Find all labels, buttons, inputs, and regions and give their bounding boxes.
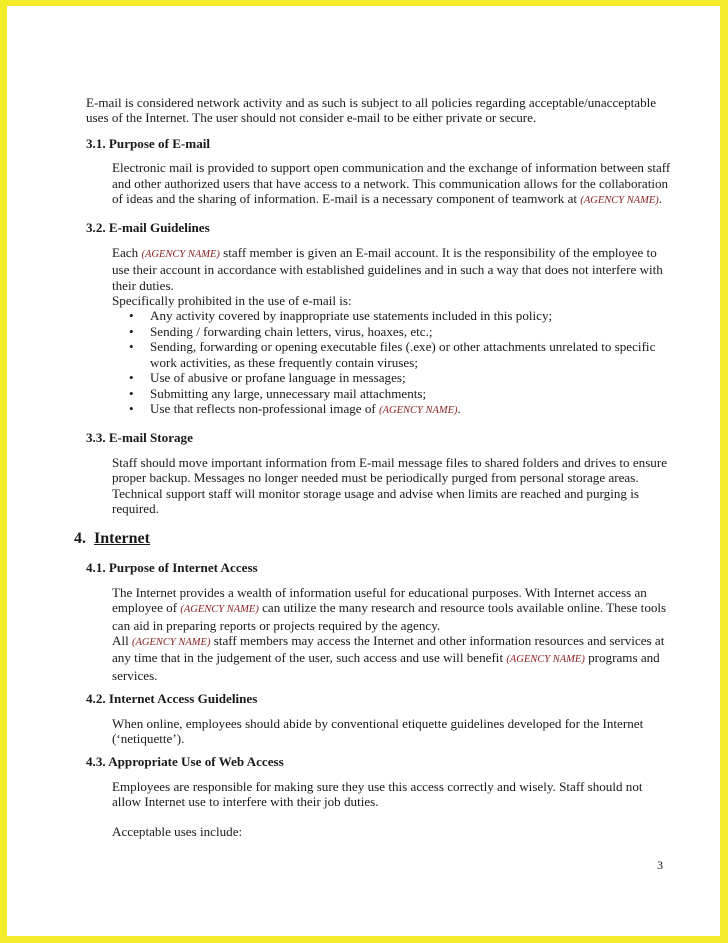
section-4-1-paragraph-1 bbox=[112, 585, 671, 633]
section-4-1-p1-start: The Internet provides a wealth of information useful for educational purposes. With Internet access an employee of bbox=[112, 584, 647, 616]
section-3-1-text: Electronic mail is provided to support open communication and the exchange of information between staff and other authorized users that have access to a network. This communication allows for the collaboration of ideas and the sharing of information. E-mail is a necessary component of teamwork at bbox=[112, 160, 671, 207]
section-4-2-body bbox=[112, 716, 671, 747]
section-4-1-p2-mid: staff members may access the Internet and other information resources and services at any time that in the judgement of the user, such access and use will benefit bbox=[112, 632, 665, 666]
section-3-3-body bbox=[112, 455, 671, 517]
section-4-3-paragraph-1: Employees are responsible for making sure they use this access correctly and wisely. Staff should not allow Internet use to interfere with their job duties. bbox=[112, 778, 643, 810]
section-3-3-heading: 3.3. E-mail Storage bbox=[86, 430, 193, 446]
section-3-1-heading: 3.1. Purpose of E-mail bbox=[86, 135, 211, 151]
agency-placeholder: (AGENCY NAME) bbox=[180, 604, 259, 616]
section-3-2-paragraph-2: Specifically prohibited in the use of e-mail is: bbox=[112, 293, 352, 309]
section-4-3-body bbox=[112, 779, 671, 839]
document-page bbox=[7, 6, 720, 936]
section-3-2-heading: 3.2. E-mail Guidelines bbox=[86, 220, 210, 236]
agency-placeholder: (AGENCY NAME) bbox=[580, 195, 659, 207]
page-number: 3 bbox=[657, 858, 663, 872]
last-bullet-end: . bbox=[457, 400, 461, 416]
section-4-2-heading: 4.2. Internet Access Guidelines bbox=[86, 691, 258, 707]
section-4-1-p2-start: All bbox=[112, 632, 133, 648]
section-4-1-p2-end: programs and services. bbox=[112, 650, 660, 683]
section-3-2-paragraph-1 bbox=[112, 245, 671, 293]
section-3-1-end: . bbox=[658, 191, 663, 207]
section-3-1-body bbox=[112, 160, 671, 208]
section-4-1-heading: 4.1. Purpose of Internet Access bbox=[86, 560, 258, 576]
agency-placeholder: (AGENCY NAME) bbox=[506, 654, 585, 666]
section-3-2-body bbox=[112, 245, 671, 418]
list-item: • Any activity covered by inappropriate use statements included in this policy; bbox=[150, 308, 671, 323]
section-4-2-paragraph: When online, employees should abide by conventional etiquette guidelines developed for the Internet (‘netiquette’). bbox=[112, 715, 644, 746]
list-item: • Sending / forwarding chain letters, virus, hoaxes, etc.; bbox=[150, 324, 671, 339]
section-3-2-p1-start: Each bbox=[112, 244, 142, 260]
section-4-1-p1-rest: can utilize the many research and resource tools available online. These tools can aid in preparing reports or projects required by the agency. bbox=[112, 600, 667, 633]
section-4-1-paragraph-2 bbox=[112, 633, 671, 683]
section-4-heading bbox=[74, 530, 671, 548]
agency-placeholder: (AGENCY NAME) bbox=[379, 404, 458, 416]
list-item: • Use of abusive or profane language in messages; bbox=[150, 370, 671, 385]
section-4-title: Internet bbox=[94, 530, 150, 548]
section-4-3-heading: 4.3. Appropriate Use of Web Access bbox=[86, 754, 284, 770]
section-3-2-p1-rest: staff member is given an E-mail account. It is the responsibility of the employee to use their account in accordance with established guidelines and in such a way that does not interfere with their duties. bbox=[112, 244, 663, 293]
section-4-number: 4. bbox=[74, 530, 86, 548]
section-3-3-paragraph: Staff should move important information from E-mail message files to shared folders and drives to ensure proper backup. Messages no longer needed must be periodically purged from personal storage areas. Technical support staff will monitor storage usage and advise when limits are reached and purging is required. bbox=[112, 454, 668, 516]
list-item bbox=[150, 401, 671, 418]
last-bullet-text: Use that reflects non-professional image of bbox=[150, 400, 380, 416]
section-3-1-paragraph bbox=[112, 160, 671, 208]
list-item: • Submitting any large, unnecessary mail attachments; bbox=[150, 386, 671, 401]
agency-placeholder: (AGENCY NAME) bbox=[132, 636, 211, 648]
section-4-1-body bbox=[112, 585, 671, 683]
document-body bbox=[74, 95, 671, 839]
agency-placeholder: (AGENCY NAME) bbox=[141, 248, 220, 260]
prohibited-list bbox=[112, 308, 671, 418]
section-4-3-paragraph-2: Acceptable uses include: bbox=[112, 823, 243, 839]
list-item: • Sending, forwarding or opening executable files (.exe) or other attachments unrelated to specific work activities, as these frequently contain viruses; bbox=[150, 339, 671, 370]
intro-paragraph: E-mail is considered network activity and as such is subject to all policies regarding acceptable/unacceptable uses of the Internet. The user should not consider e-mail to be either private or secure. bbox=[86, 95, 657, 126]
